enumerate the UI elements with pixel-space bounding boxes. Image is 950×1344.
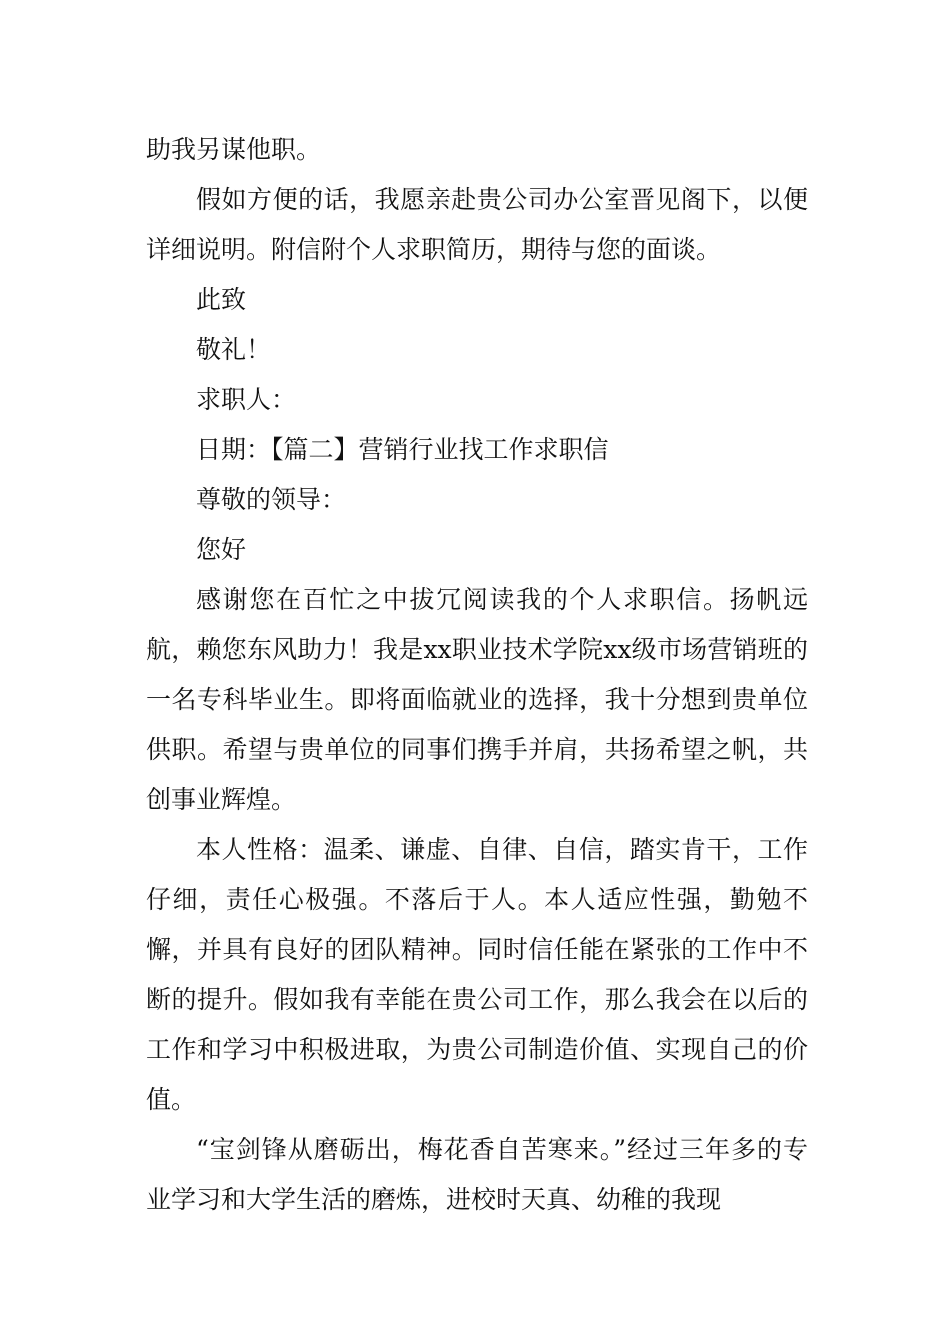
paragraph-continuation: 助我另谋他职。 — [146, 135, 322, 164]
paragraph-growth: “宝剑锋从磨砺出，梅花香自苦寒来。”经过三年多的专业学习和大学生活的磨炼，进校时天真、幼稚的我现 — [146, 1135, 808, 1214]
paragraph-introduction: 感谢您在百忙之中拔冗阅读我的个人求职信。扬帆远航，赖您东风助力！我是xx职业技术学院xx级市场营销班的一名专科毕业生。即将面临就业的选择，我十分想到贵单位供职。希望与贵单位的同事们携手并肩，共扬希望之帆，共创事业辉煌。 — [146, 585, 808, 814]
letter-body — [146, 125, 808, 1225]
closing-regards: 敬礼！ — [196, 335, 272, 364]
paragraph-personality: 本人性格：温柔、谦虚、自律、自信，踏实肯干，工作仔细，责任心极强。不落后于人。本人适应性强，勤勉不懈，并具有良好的团队精神。同时信任能在紧张的工作中不断的提升。假如我有幸能在贵公司工作，那么我会在以后的工作和学习中积极进取，为贵公司制造价值、实现自己的价值。 — [146, 835, 808, 1114]
date-and-section-title: 日期：【篇二】营销行业找工作求职信 — [196, 435, 609, 464]
greeting-addressee: 尊敬的领导： — [196, 485, 347, 514]
greeting-hello: 您好 — [196, 535, 247, 564]
closing-salutation: 此致 — [196, 285, 247, 314]
paragraph-interview-request: 假如方便的话，我愿亲赴贵公司办公室晋见阁下，以便详细说明。附信附个人求职简历，期待与您的面谈。 — [146, 185, 808, 264]
applicant-line: 求职人： — [196, 385, 297, 414]
